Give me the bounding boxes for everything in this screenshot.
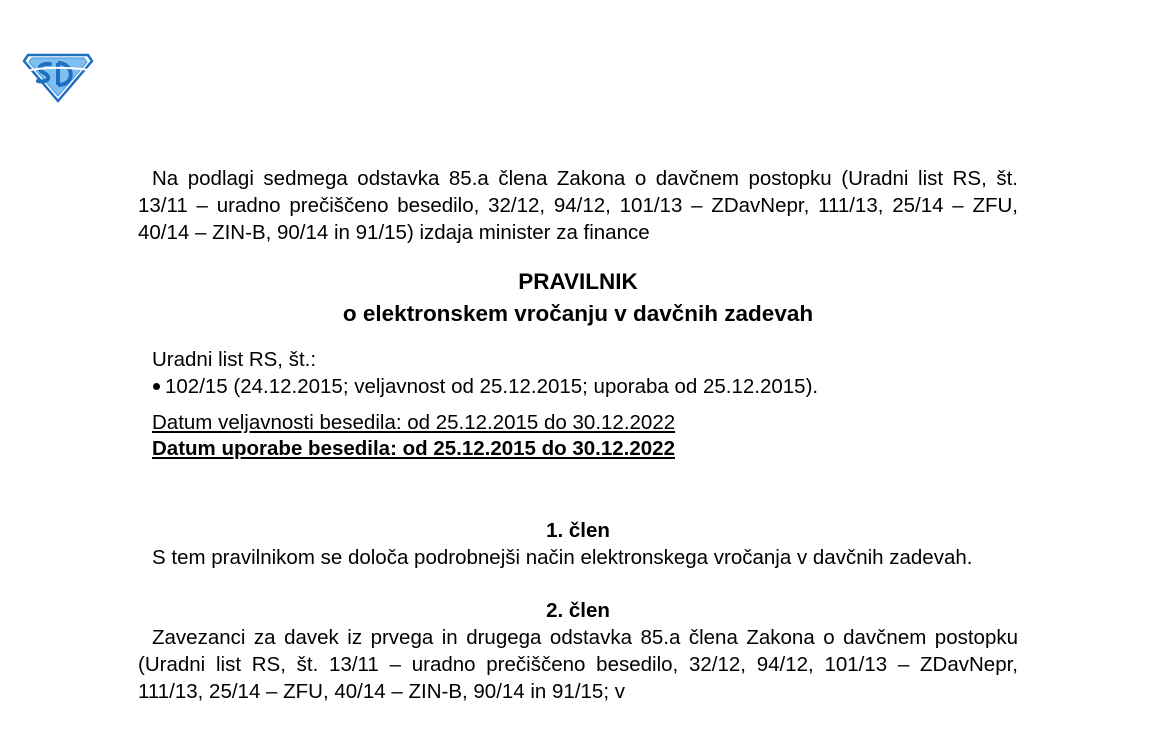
gazette-entry [152,373,1018,400]
gazette-info [138,346,1018,400]
gazette-entry-text: 102/15 (24.12.2015; veljavnost od 25.12.2015; uporaba od 25.12.2015). [165,375,819,398]
article-1-text: S tem pravilnikom se določa podrobnejši način elektronskega vročanja v davčnih zadevah. [152,546,973,569]
article-2-heading: 2. člen [546,599,610,622]
article-2-text: Zavezanci za davek iz prvega in drugega odstavka 85.a člena Zakona o davčnem postopku (Uradni list RS, št. 13/11 – uradno prečiščeno besedilo, 32/12, 94/12, 101/13 – ZDavNepr, 111/13, 25/14 – ZFU, 40/14 – ZIN-B, 90/14 in 91/15; v [138,626,1018,703]
title-line-1: PRAVILNIK [518,269,638,294]
bullet-icon [153,383,160,390]
gazette-label: Uradni list RS, št.: [152,348,317,371]
intro-paragraph: Na podlagi sedmega odstavka 85.a člena Zakona o davčnem postopku (Uradni list RS, št. 13/11 – uradno prečiščeno besedilo, 32/12, 94/12, 101/13 – ZDavNepr, 111/13, 25/14 – ZFU, 40/14 – ZIN-B, 90/14 in 91/15) izdaja minister za finance [138,167,1018,244]
application-date: Datum uporabe besedila: od 25.12.2015 do 30.12.2022 [152,437,675,460]
document-title [138,266,1018,330]
document-body [138,165,1018,705]
logo-shield-icon [22,47,94,103]
article-1-heading: 1. člen [546,519,610,542]
text-dates [138,410,1018,462]
title-line-2: o elektronskem vročanju v davčnih zadevah [342,301,814,326]
sd-logo [22,47,94,103]
validity-date: Datum veljavnosti besedila: od 25.12.2015 do 30.12.2022 [152,411,676,434]
